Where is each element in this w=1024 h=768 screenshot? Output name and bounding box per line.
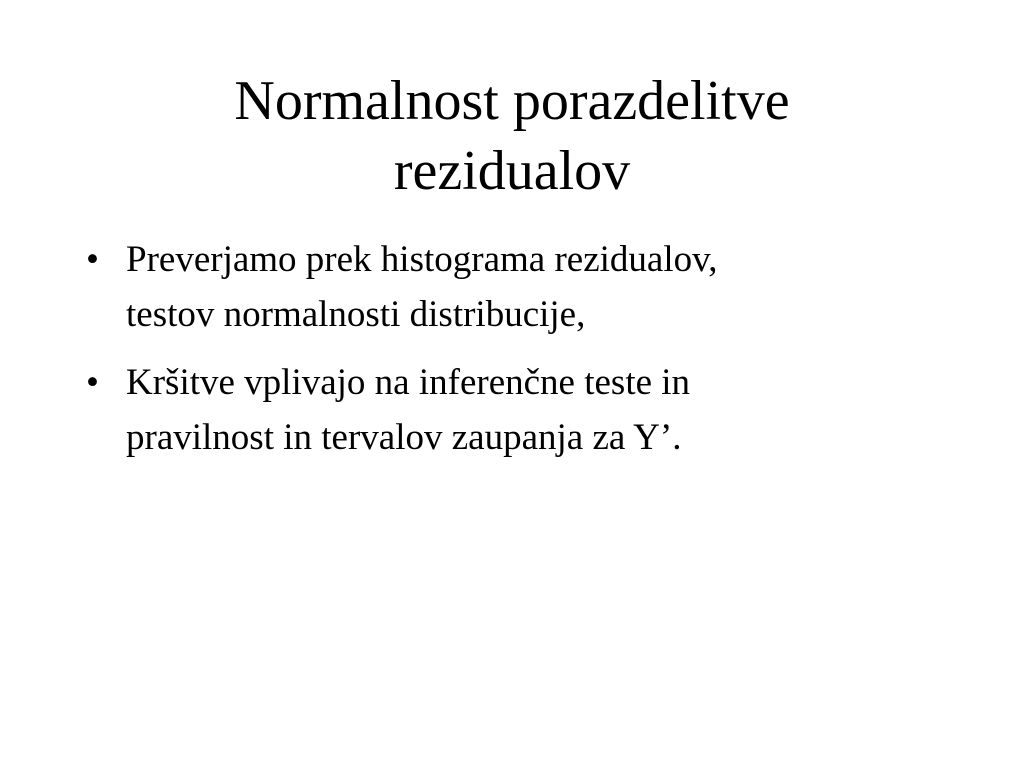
bullet-text-line: Preverjamo prek histograma rezidualov, <box>126 239 718 280</box>
bullet-item <box>86 355 926 465</box>
bullet-marker: • <box>86 239 99 280</box>
bullet-text-line: pravilnost in tervalov zaupanja za Y’. <box>126 417 682 458</box>
bullet-marker: • <box>86 362 99 403</box>
bullet-text-line: Kršitve vplivajo na inferenčne teste in <box>126 362 691 403</box>
bullet-item <box>86 232 926 342</box>
slide-title-line-1: Normalnost porazdelitve <box>234 70 790 132</box>
slide-title <box>112 66 912 206</box>
bullet-list <box>86 232 926 478</box>
bullet-text-line: testov normalnosti distribucije, <box>126 294 586 335</box>
slide-title-line-2: rezidualov <box>393 140 631 202</box>
